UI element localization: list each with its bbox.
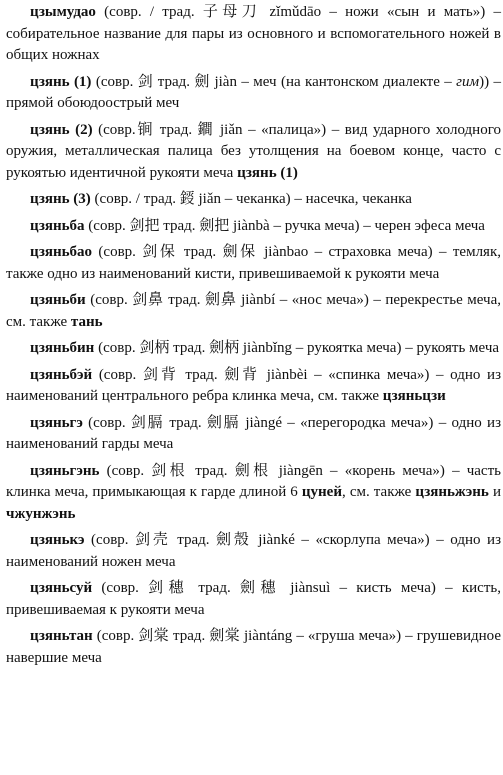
headword: цзяньгэнь [30,462,100,479]
dictionary-entry [6,338,501,360]
definition-text: (совр. 剑把 трад. 劍把 jiànbà – ручка меча) – черен эфеса меча [84,217,485,234]
definition-text: (совр. / трад. 鋄 jiǎn – чеканка) – насечка, чеканка [90,191,412,207]
headword: цзяньбэй [30,366,93,383]
dictionary-entry [6,413,501,456]
definition-text: (совр. 剑穗 трад. 劍穗 jiànsuì – кисть меча) – кисть, привешиваемая к рукояти меча [6,580,501,618]
definition-text: (совр. 剑背 трад. 劍背 jiànbèi – «спинка меча») – одно из наименований центрального ребра клинка меча, см. также [6,366,501,404]
headword: цзянькэ [30,532,85,548]
dictionary-entry [6,530,501,573]
dictionary-entry [6,626,501,669]
cross-reference: цзяньжэнь [415,484,489,500]
definition-text: и [488,484,501,500]
cross-reference: тань [70,313,103,330]
dictionary-entry [6,120,501,185]
headword: цзымудао [30,4,96,20]
definition-text: (совр. 剑棠 трад. 劍棠 jiàntáng – «груша меча») – грушевидное навершие меча [6,628,501,666]
headword: цзянь (2) [30,121,93,138]
headword: цзяньгэ [30,414,83,431]
headword: цзяньбао [30,244,93,260]
headword: цзяньбин [30,340,95,356]
dictionary-entry [6,2,501,67]
headword: цзянь (3) [30,191,91,207]
dictionary-entry [6,365,501,408]
definition-text: (совр. 剑根 трад. 劍根 jiàngēn – «корень меча») – часть клинка меча, примыкающая к гарде длиной 6 [6,462,501,500]
dictionary-entry [6,72,501,115]
dictionary-entry [6,216,501,238]
headword: цзяньсуй [30,580,93,596]
definition-text: (совр.锏 трад. 鐧 jiǎn – «палица») – вид ударного холодного оружия, металлическая палица без утолщения на боевом конце, часто с рукоятью идентичной рукояти меча [6,121,501,181]
headword: цзяньби [30,292,86,308]
definition-text: (совр. 剑保 трад. 劍保 jiànbao – страховка меча) – темляк, также одно из наименований кисти, привешиваемой к рукояти меча [6,244,501,282]
headword: цзянь (1) [30,73,92,90]
cross-reference: цзяньцзи [382,388,446,404]
dictionary-entry [6,242,501,285]
cross-reference: цзянь (1) [237,164,298,181]
dictionary-entry [6,290,501,333]
definition-text: (совр. 剑膈 трад. 劍膈 jiàngé – «перегородка меча») – одно из наименований гарды меча [6,414,501,452]
definition-text: , см. также [341,484,416,500]
dictionary-entry [6,189,501,211]
definition-text: (совр. / трад. 子母刀 zǐmǔdāo – ножи «сын и мать») – собирательное название для пары из основного и вспомогательного ножей в общих ножнах [6,4,501,63]
headword: цзяньтан [30,628,93,644]
dictionary-entry [6,461,501,526]
definition-text: )) – прямой обоюдоострый меч [6,73,501,111]
cross-reference: цуней [301,484,342,500]
dictionary-entry [6,578,501,621]
headword: цзяньба [30,217,85,234]
definition-text: (совр. 剑 трад. 劍 jiàn – меч (на кантонском диалекте – [91,73,457,90]
definition-text: (совр. 剑壳 трад. 劍殼 jiànké – «скорлупа меча») – одно из наименований ножен меча [6,532,501,570]
definition-text: (совр. 剑柄 трад. 劍柄 jiànbǐng – рукоятка меча) – рукоять меча [94,340,500,356]
cross-reference: чжунжэнь [6,505,76,522]
italic-term: гим [456,73,480,90]
definition-text: (совр. 剑鼻 трад. 劍鼻 jiànbí – «нос меча») – перекрестье меча, см. также [6,292,501,330]
